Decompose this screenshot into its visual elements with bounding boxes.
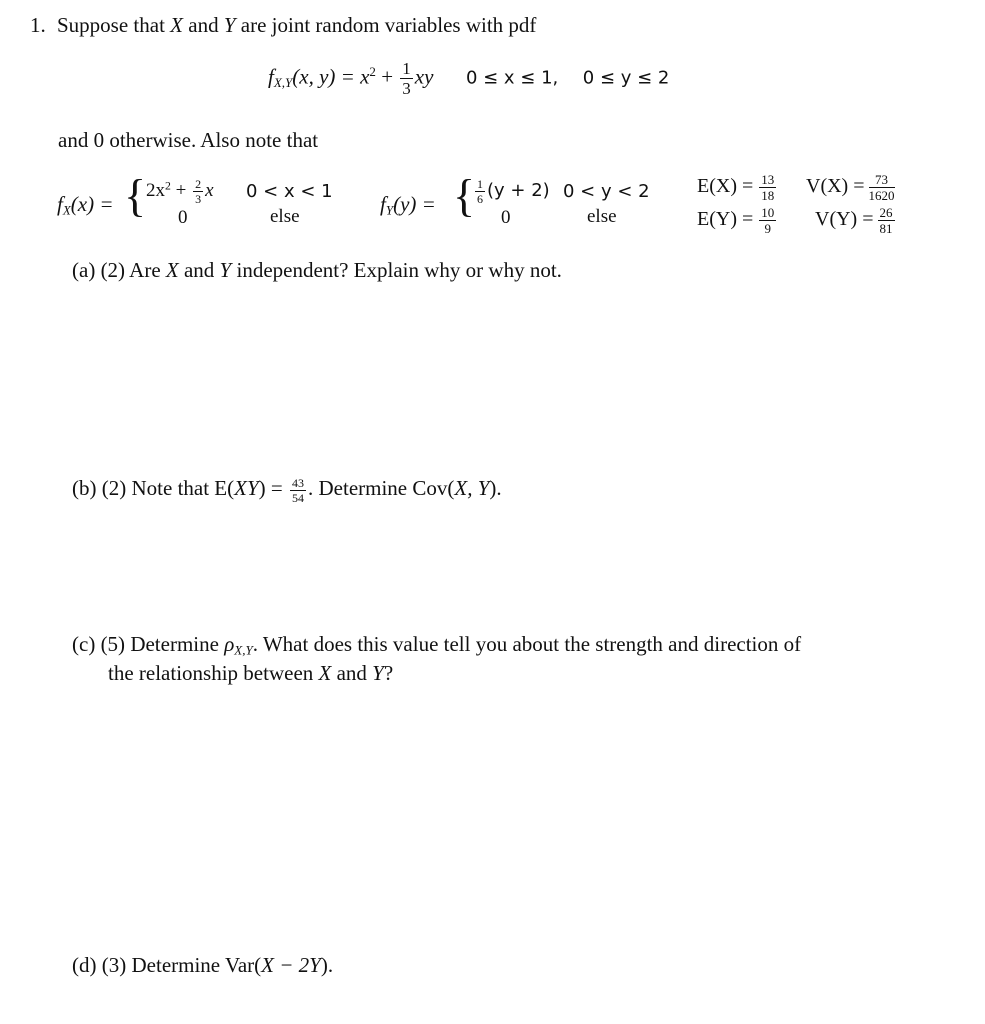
otherwise-text: and 0 otherwise. Also note that [58, 128, 319, 152]
part-c-label: (c) [72, 632, 96, 656]
part-d: (d) (3) Determine Var(X − 2Y). [72, 953, 334, 977]
part-b-label: (b) [72, 476, 97, 500]
marginal-x-case2: 0 [178, 207, 188, 228]
part-c: (c) (5) Determine $\rho_{X,Y}$. What does this value tell you about the strength and direction of [72, 632, 802, 658]
moment-ex: E(X) = $\frac{13}{18}$ [697, 172, 775, 203]
problem-number: 1. [30, 13, 46, 37]
problem-intro: 1. Suppose that X and Y are joint random variables with pdf [30, 13, 537, 37]
marginal-y-case1: $\frac{1}{6}$ (y + 2) [477, 177, 550, 206]
marginal-x-cond2: else [270, 206, 300, 227]
moment-vx: V(X) = $\frac{73}{1620}$ [806, 172, 895, 203]
marginal-x-brace: { [124, 170, 147, 221]
part-a: (a) (2) Are X and Y independent? Explain why or why not. [72, 258, 562, 282]
part-d-label: (d) [72, 953, 97, 977]
part-a-points: (2) [100, 258, 126, 282]
marginal-y-case2: 0 [501, 207, 511, 228]
joint-pdf-equation: $f_{X,Y}(x$, $y) = x^2$ + $\frac{1}{3}$ xy 0 ≤ x ≤ 1, 0 ≤ y ≤ 2 [268, 59, 670, 98]
part-c-points: (5) [100, 632, 126, 656]
moment-ey: E(Y) = $\frac{10}{9}$ [697, 205, 775, 236]
part-b-points: (2) [101, 476, 127, 500]
support-y: 0 ≤ y ≤ 2 [582, 67, 670, 89]
marginal-y-brace: { [453, 170, 476, 221]
marginal-y-cond2: else [587, 206, 617, 227]
part-a-label: (a) [72, 258, 96, 282]
marginal-y-cond1: 0 < y < 2 [563, 181, 650, 202]
part-b: (b) (2) Note that E(XY) = $\frac{43}{54}$ . Determine Cov(X, Y). [72, 475, 502, 505]
support-x: 0 ≤ x ≤ 1, [465, 67, 559, 89]
exy-fraction: $\frac{43}{54}$ [292, 475, 304, 505]
part-d-points: (3) [101, 953, 127, 977]
marginal-x-cond1: 0 < x < 1 [246, 181, 333, 202]
marginal-x-case1: $2x^2$ + $\frac{2}{3}$ x [146, 177, 214, 206]
part-c-line2: the relationship between X and Y? [108, 661, 394, 685]
moment-vy: V(Y) = $\frac{26}{81}$ [815, 205, 893, 236]
joint-fraction: $\frac{1}{3}$ [402, 59, 411, 98]
marginal-x-lhs: $f_X(x)$ = [57, 192, 114, 218]
marginal-y-lhs: $f_Y(y)$ = [380, 192, 436, 218]
